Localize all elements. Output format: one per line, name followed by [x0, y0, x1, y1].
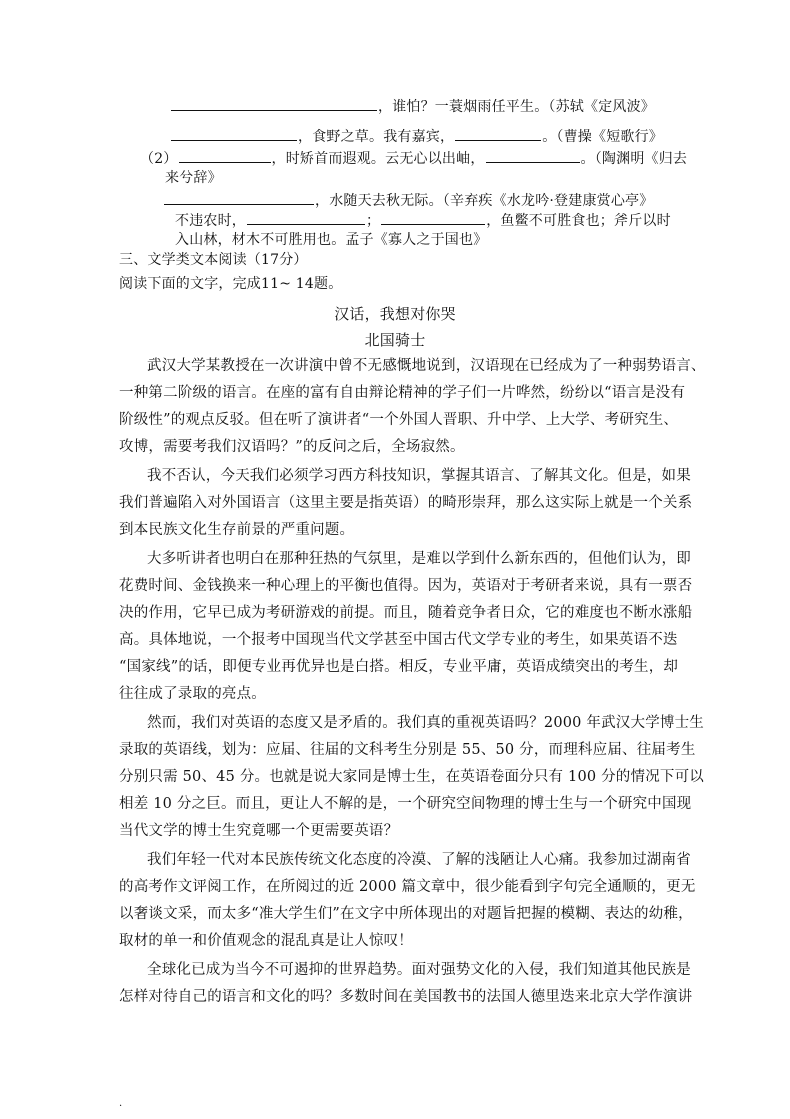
body-line: “国家线”的话，即便专业再优异也是白搭。相反，专业平庸，英语成绩突出的考生，却	[119, 659, 679, 675]
answer-blank[interactable]	[171, 96, 377, 111]
body-line: 花费时间、金钱换来一种心理上的平衡也值得。因为，英语对于考研者来说，具有一票否	[119, 578, 693, 594]
q2-line3: 不违农时， ； ，鱼鳖不可胜食也；斧斤以时	[175, 210, 671, 231]
body-line: 怎样对待自己的语言和文化的吗？多数时间在美国教书的法国人德里迭来北京大学作演讲	[119, 989, 693, 1005]
body-line: 相差 10 分之巨。而且，更让人不解的是，一个研究空间物理的博士生与一个研究中国现	[119, 796, 692, 812]
answer-blank[interactable]	[164, 190, 314, 205]
q2-line1: （2） ，时矫首而遐观。云无心以出岫， 。（陶渊明《归去	[140, 148, 687, 169]
body-line: 我们年轻一代对本民族传统文化态度的冷漠、了解的浅陋让人心痛。我参加过湖南省	[147, 852, 691, 868]
answer-blank[interactable]	[171, 126, 297, 141]
q1-line1: ，谁怕？一蓑烟雨任平生。（苏轼《定风波》	[170, 96, 655, 117]
body-line: 到本民族文化生存前景的严重问题。	[119, 522, 355, 538]
q2-line2: ，水随天去秋无际。（辛弃疾《水龙吟·登建康赏心亭》	[163, 190, 653, 211]
q2-line3-continued: 入山林，材木不可胜用也。孟子《寡人之于国也》	[175, 232, 488, 248]
body-line: 决的作用，它早已成为考研游戏的前提。而且，随着竞争者日众，它的难度也不断水涨船	[119, 605, 693, 621]
body-line: 以奢谈文采，而太多“准大学生们”在文字中所体现出的对题旨把握的模糊、表达的幼稚，	[119, 906, 693, 922]
body-line: 一种第二阶级的语言。在座的富有自由辩论精神的学子们一片哗然，纷纷以“语言是没有	[119, 385, 686, 401]
body-line: 当代文学的博士生究竟哪一个更需要英语？	[119, 823, 399, 839]
q1-line2: ，食野之草。我有嘉宾， 。（曹操《短歌行》	[170, 126, 663, 147]
body-line: 取材的单一和价值观念的混乱真是让人惊叹！	[119, 933, 413, 949]
body-line: 大多听讲者也明白在那种狂热的气氛里，是难以学到什么新东西的，但他们认为，即	[147, 551, 691, 567]
answer-blank[interactable]	[381, 210, 485, 225]
answer-blank[interactable]	[455, 126, 541, 141]
body-line: 录取的英语线，划为：应届、往届的文科考生分别是 55、50 分，而理科应届、往届考生	[119, 742, 696, 758]
q2-line1-continued: 来兮辞》	[165, 170, 222, 186]
section-heading: 三、文学类文本阅读（17分）	[119, 252, 308, 268]
body-line: 分别只需 50、45 分。也就是说大家同是博士生，在英语卷面分只有 100 分的情况下可以	[119, 769, 705, 785]
body-line: 我不否认，今天我们必须学习西方科技知识，掌握其语言、了解其文化。但是，如果	[147, 468, 691, 484]
body-line: 的高考作文评阅工作，在所阅过的近 2000 篇文章中，很少能看到字句完全通顺的，更无	[119, 879, 696, 895]
article-title: 汉话，我想对你哭	[334, 305, 456, 323]
body-line: 阶级性”的观点反驳。但在听了演讲者“一个外国人晋职、升中学、上大学、考研究生、	[119, 412, 679, 428]
body-line: 高。具体地说，一个报考中国现当代文学甚至中国古代文学专业的考生，如果英语不迭	[119, 632, 678, 648]
answer-blank[interactable]	[247, 210, 365, 225]
body-line: 然而，我们对英语的态度又是矛盾的。我们真的重视英语吗？2000 年武汉大学博士生	[147, 715, 705, 731]
body-line: 攻博，需要考我们汉语吗？”的反问之后，全场寂然。	[119, 439, 465, 455]
section-instruction: 阅读下面的文字，完成11~ 14题。	[119, 276, 343, 292]
answer-blank[interactable]	[486, 148, 580, 163]
article-author: 北国骑士	[364, 331, 426, 349]
footer-mark: .	[119, 1098, 123, 1109]
body-line: 武汉大学某教授在一次讲演中曾不无感慨地说到，汉语现在已经成为了一种弱势语言、	[147, 358, 706, 374]
answer-blank[interactable]	[179, 148, 271, 163]
body-line: 我们普遍陷入对外国语言（这里主要是指英语）的畸形崇拜，那么这实际上就是一个关系	[119, 495, 693, 511]
body-line: 往往成了录取的亮点。	[119, 686, 266, 702]
body-line: 全球化已成为当今不可遏抑的世界趋势。面对强势文化的入侵，我们知道其他民族是	[147, 962, 691, 978]
